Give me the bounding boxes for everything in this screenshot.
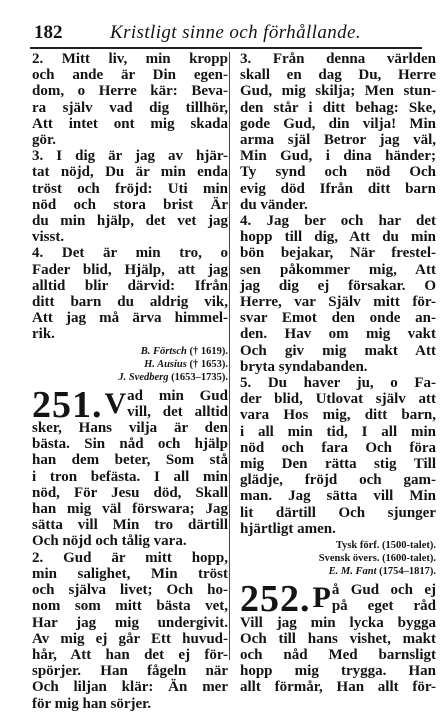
- hymn-line: vara Hos mig, ditt barn,: [240, 407, 436, 424]
- hymn-line: tröst och fröjd: Uti min: [32, 180, 228, 197]
- hymn-251-stanza-1: [32, 420, 228, 550]
- hymn-line: jag dig ej försakar. O: [240, 277, 436, 294]
- hymn-line: Att intet ont mig skada: [32, 115, 228, 132]
- hymn-line: bön bejakar, När frestel-: [240, 245, 436, 262]
- hymn-line: för mig han sörjer.: [32, 695, 152, 712]
- hymn-line: han dem beter, Som stå: [32, 452, 228, 469]
- hymn-line: nom som mitt bästa vet,: [32, 598, 228, 615]
- hymn-line: Gud, mig skilja; Men stun-: [240, 83, 436, 100]
- hymn-number: 251.: [32, 383, 103, 426]
- hymn-line: Och till hans vishet, makt: [240, 630, 436, 647]
- hymn-line: den. Hav om mig vakt: [240, 326, 436, 343]
- hymn-line: i tron befästa. I all min: [32, 468, 228, 485]
- header-rule: [30, 47, 422, 49]
- hymn-line: evig död Ifrån ditt barn: [240, 180, 436, 197]
- page-header: [30, 22, 422, 44]
- hymn-line: 5. Du haver ju, o Fa-: [240, 375, 436, 392]
- hymn-line: mig Den rätta stig Till: [240, 456, 436, 473]
- stanza: [32, 245, 228, 342]
- hymn-line: sätta vill Min tro därtill: [32, 517, 228, 534]
- hymn-line: nöd och stora brist Är: [32, 196, 228, 213]
- hymn-line: nöd och fara Och föra: [240, 439, 436, 456]
- author-detail: Tysk förf. (1500-talet).: [335, 540, 436, 552]
- hymn-line: tat nöjd, Du är min enda: [32, 164, 228, 181]
- author-detail: (1754–1817).: [379, 566, 436, 578]
- stanza: [240, 375, 436, 537]
- hymn-line: min salighet, Min tröst: [32, 565, 228, 582]
- hymn-line: Av mig ej går Ett huvud-: [32, 630, 228, 647]
- hymn-line: Och liljan klär: Än mer: [32, 679, 228, 696]
- author-name: E. M. Fant: [328, 566, 377, 578]
- hymn-line: svar Emot den onde an-: [240, 310, 436, 327]
- stanza: [240, 213, 436, 375]
- hymn-line: skall en dag Du, Herre: [240, 67, 436, 84]
- hymn-line: Och nöjd och tålig vara.: [32, 533, 187, 550]
- hymn-line: 2. Mitt liv, min kropp: [32, 51, 228, 67]
- hymn-line: der blid, Utlovat själv att: [240, 391, 436, 408]
- hymn-line: och ande är Din egen-: [32, 67, 228, 84]
- stanza: [240, 51, 436, 213]
- author-detail: Svensk övers. (1600-talet).: [318, 553, 436, 565]
- hymn-line: sen påkommer mig, Att: [240, 261, 436, 278]
- hymn-number: 252.: [240, 578, 311, 621]
- author-detail: (1653–1735).: [171, 371, 228, 383]
- author-credit: [32, 371, 228, 384]
- hymn-line: hår, Att han det ej för-: [32, 646, 228, 663]
- hymn-251-stanza-2: [32, 550, 228, 712]
- stanza: [32, 148, 228, 245]
- hymn-line: i all min tid, I all min: [240, 423, 436, 440]
- right-column: [240, 51, 436, 696]
- hymn-line: du min hjälp, det vet jag: [32, 213, 228, 230]
- hymn-line: allt förmår, Han allt för-: [240, 679, 436, 696]
- hymn-line: du vänder.: [240, 196, 308, 213]
- author-name: H. Ausius: [144, 358, 187, 370]
- hymn-line: Herre, var Själv mitt för-: [240, 294, 436, 311]
- hymn-line: ditt barn du aldrig vik,: [32, 294, 228, 311]
- hymn-line: visst.: [32, 229, 65, 246]
- left-column: [32, 51, 228, 712]
- hymn-line: bästa. Sin nåd och hjälp: [32, 436, 228, 453]
- column-divider: [229, 52, 230, 660]
- hymn-line: nöd, För Jesu död, Skall: [32, 484, 228, 501]
- hymn-line: spörjer. Han fågeln när: [32, 663, 228, 680]
- hymn-line: man. Jag sätta vill Min: [240, 488, 436, 505]
- hymn-line: gode Gud, din vilja! Min: [240, 115, 436, 132]
- drop-cap: V: [104, 386, 127, 420]
- author-name: B. Förtsch: [140, 345, 187, 357]
- hymn-line: Att jag må ärva himmel-: [32, 310, 228, 327]
- stanza: [32, 51, 228, 148]
- hymn-line: på eget råd: [331, 598, 436, 615]
- author-credit: [240, 539, 436, 552]
- hymn-line: 3. I dig är jag av hjär-: [32, 148, 228, 165]
- hymn-252-stanza-1: [240, 615, 436, 696]
- hymn-line: Har jag mig undergivit.: [32, 614, 228, 631]
- hymn-251-attribution: [240, 539, 436, 578]
- hymn-line: dom, o Herre kär: Beva-: [32, 83, 228, 100]
- hymn-line: Och giv mig makt Att: [240, 342, 436, 359]
- author-credit: [240, 552, 436, 565]
- hymn-line: å Gud och ej: [331, 582, 436, 599]
- hymn-line: glädje, fröjd och gam-: [240, 472, 436, 489]
- hymn-line: 4. Det är min tro, o: [32, 245, 228, 262]
- author-name: J. Svedberg: [118, 371, 169, 383]
- hymn-line: hopp mig trygga. Han: [240, 663, 436, 680]
- hymn-line: Ty synd och nöd Och: [240, 164, 436, 181]
- page-number: 182: [34, 22, 63, 43]
- hymn-251: [32, 383, 228, 712]
- hymn-line: och själva livet; Och ho-: [32, 582, 228, 599]
- hymn-line: sker, Hans vilja är den: [32, 420, 228, 437]
- hymn-line: ra själv vad dig tillhör,: [32, 99, 228, 116]
- hymn-line: den står i ditt behag: Ske,: [240, 99, 436, 116]
- hymn-line: han mig väl förswara; Jag: [32, 501, 228, 518]
- hymn-line: vill, det alltid: [127, 403, 228, 420]
- hymn-line: 3. Från denna världen: [240, 51, 436, 67]
- hymn-line: hjärtligt amen.: [240, 520, 336, 537]
- hymn-line: bryta syndabanden.: [240, 358, 368, 375]
- author-credit: [32, 358, 228, 371]
- previous-hymn-attribution: [32, 345, 228, 384]
- running-title: Kristligt sinne och förhållande.: [110, 22, 362, 43]
- hymn-line: Fader blid, Hjälp, att jag: [32, 261, 228, 278]
- author-credit: [32, 345, 228, 358]
- hymn-line: alltid blir därvid: Ifrån: [32, 277, 228, 294]
- hymn-line: lit därtill Och sjunger: [240, 504, 436, 521]
- hymn-line: rik.: [32, 326, 55, 343]
- hymn-line: 4. Jag ber och har det: [240, 213, 436, 230]
- hymn-line: och nåd Med barnsligt: [240, 646, 436, 663]
- hymn-252: [240, 578, 436, 696]
- author-credit: [240, 565, 436, 578]
- previous-hymn-stanzas: [32, 51, 228, 343]
- author-detail: († 1653).: [189, 358, 228, 370]
- hymn-line: 2. Gud är mitt hopp,: [32, 549, 228, 566]
- author-detail: († 1619).: [189, 345, 228, 357]
- hymn-line: Min Gud, i dina händer;: [240, 148, 436, 165]
- hymn-line: gör.: [32, 132, 57, 149]
- hymn-line: arma själ Betror jag väl,: [240, 132, 436, 149]
- hymn-line: hopp till dig, Att du min: [240, 229, 436, 246]
- hymn-251-continued-stanzas: [240, 51, 436, 537]
- hymn-line: Vill jag min lycka bygga: [240, 614, 436, 631]
- hymn-line: ad min Gud: [127, 387, 228, 404]
- drop-cap: P: [312, 581, 331, 615]
